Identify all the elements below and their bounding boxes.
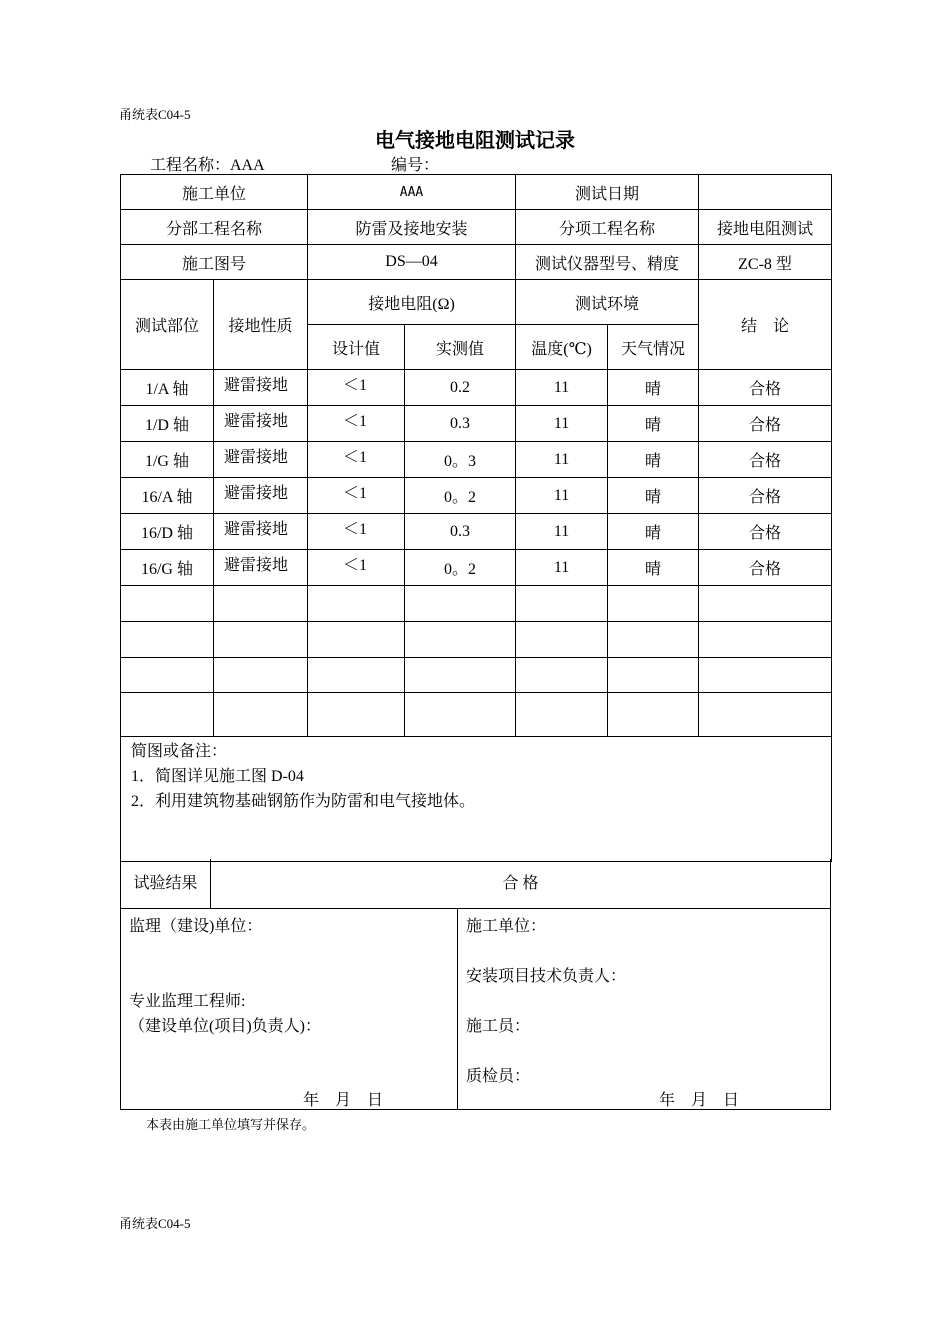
- row-nature: 避雷接地: [214, 406, 308, 442]
- row-design: ＜1: [308, 406, 405, 442]
- result-label: 试验结果: [133, 875, 198, 892]
- result-value: 合 格: [502, 875, 539, 892]
- row-measured: 0。3: [405, 442, 516, 478]
- row-location: 1/G 轴: [121, 442, 214, 478]
- left-date: 年 月 日: [303, 1092, 384, 1109]
- row-measured: 0。2: [405, 550, 516, 586]
- instrument-value: ZC-8 型: [699, 245, 832, 280]
- form-code-bottom: 甬统表C04-5: [119, 1216, 191, 1231]
- date-value: [699, 175, 832, 210]
- row-design: ＜1: [308, 478, 405, 514]
- supervisor-engineer: 专业监理工程师:: [129, 993, 246, 1010]
- header-temperature: 温度(℃): [516, 325, 608, 370]
- header-conclusion: 结 论: [699, 280, 832, 370]
- table-row: [121, 550, 832, 586]
- row-design: ＜1: [308, 370, 405, 406]
- form-code-top: 甬统表C04-5: [119, 107, 191, 122]
- row-nature: 避雷接地: [214, 370, 308, 406]
- empty-row: [121, 586, 832, 622]
- row-weather: 晴: [608, 550, 699, 586]
- empty-row: [121, 658, 832, 693]
- tech-lead: 安装项目技术负责人：: [466, 968, 627, 985]
- row-temp: 11: [516, 442, 608, 478]
- row-conclusion: 合格: [699, 442, 832, 478]
- row-conclusion: 合格: [699, 514, 832, 550]
- unit-value: AAA: [308, 175, 516, 210]
- row-measured: 0.2: [405, 370, 516, 406]
- table-row: [121, 442, 832, 478]
- table-row: [121, 514, 832, 550]
- row-location: 16/D 轴: [121, 514, 214, 550]
- row-location: 1/A 轴: [121, 370, 214, 406]
- header-environment: 测试环境: [516, 280, 699, 325]
- row-temp: 11: [516, 370, 608, 406]
- drawing-label: 施工图号: [121, 245, 308, 280]
- page-title: 电气接地电阻测试记录: [375, 128, 575, 152]
- row-nature: 避雷接地: [214, 478, 308, 514]
- notes-line-2: 2．利用建筑物基础钢筋作为防雷和电气接地体。: [131, 793, 476, 810]
- row-temp: 11: [516, 478, 608, 514]
- header-resistance: 接地电阻(Ω): [308, 280, 516, 325]
- worker: 施工员：: [466, 1018, 531, 1035]
- notes-label: 简图或备注：: [131, 743, 228, 760]
- row-weather: 晴: [608, 478, 699, 514]
- row-temp: 11: [516, 406, 608, 442]
- date-label: 测试日期: [516, 175, 699, 210]
- subitem-label: 分项工程名称: [516, 210, 699, 245]
- row-nature: 避雷接地: [214, 550, 308, 586]
- header-measured: 实测值: [405, 325, 516, 370]
- subitem-value: 接地电阻测试: [699, 210, 832, 245]
- record-number: 编号：: [391, 157, 440, 174]
- unit-label: 施工单位: [121, 175, 308, 210]
- row-design: ＜1: [308, 442, 405, 478]
- division-value: 防雷及接地安装: [308, 210, 516, 245]
- row-measured: 0.3: [405, 514, 516, 550]
- row-temp: 11: [516, 550, 608, 586]
- header-nature: 接地性质: [214, 280, 308, 370]
- table-row: [121, 478, 832, 514]
- project-name: 工程名称：AAA: [150, 157, 265, 174]
- right-date: 年 月 日: [659, 1092, 740, 1109]
- empty-row: [121, 622, 832, 658]
- table-row: [121, 370, 832, 406]
- division-label: 分部工程名称: [121, 210, 308, 245]
- empty-row: [121, 693, 832, 737]
- inspector: 质检员：: [466, 1068, 531, 1085]
- row-weather: 晴: [608, 370, 699, 406]
- row-location: 1/D 轴: [121, 406, 214, 442]
- notes-cell: [121, 737, 832, 862]
- row-conclusion: 合格: [699, 550, 832, 586]
- row-weather: 晴: [608, 442, 699, 478]
- row-measured: 0.3: [405, 406, 516, 442]
- row-nature: 避雷接地: [214, 442, 308, 478]
- row-conclusion: 合格: [699, 478, 832, 514]
- test-record-table: [120, 174, 832, 862]
- row-conclusion: 合格: [699, 370, 832, 406]
- row-nature: 避雷接地: [214, 514, 308, 550]
- owner-representative: （建设单位(项目)负责人)：: [129, 1018, 321, 1035]
- header-weather: 天气情况: [608, 325, 699, 370]
- supervisor-unit: 监理（建设)单位：: [129, 918, 263, 935]
- row-conclusion: 合格: [699, 406, 832, 442]
- row-weather: 晴: [608, 514, 699, 550]
- header-design: 设计值: [308, 325, 405, 370]
- row-location: 16/A 轴: [121, 478, 214, 514]
- table-row: [121, 406, 832, 442]
- notes-line-1: 1．简图详见施工图 D-04: [131, 768, 304, 785]
- footer-note: 本表由施工单位填写并保存。: [146, 1117, 316, 1132]
- row-temp: 11: [516, 514, 608, 550]
- instrument-label: 测试仪器型号、精度: [516, 245, 699, 280]
- row-design: ＜1: [308, 550, 405, 586]
- drawing-value: DS—04: [308, 245, 516, 280]
- contractor-unit: 施工单位：: [466, 918, 547, 935]
- row-measured: 0。2: [405, 478, 516, 514]
- row-location: 16/G 轴: [121, 550, 214, 586]
- row-design: ＜1: [308, 514, 405, 550]
- row-weather: 晴: [608, 406, 699, 442]
- result-box: [120, 859, 831, 909]
- header-location: 测试部位: [121, 280, 214, 370]
